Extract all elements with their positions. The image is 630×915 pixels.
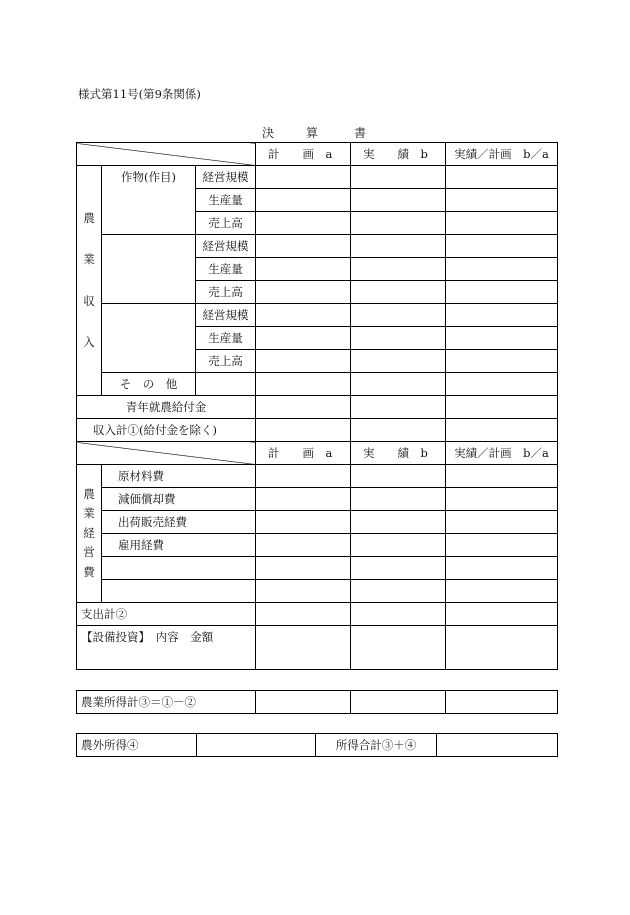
- capex-label: 【設備投資】 内容 金額: [77, 626, 256, 670]
- cell[interactable]: [351, 511, 446, 534]
- cell[interactable]: [446, 488, 558, 511]
- cell[interactable]: [351, 626, 446, 670]
- cell[interactable]: [446, 465, 558, 488]
- crop-blank-3[interactable]: [102, 304, 196, 373]
- expense-item: 減価償却費: [102, 488, 256, 511]
- item-sales: 売上高: [196, 281, 256, 304]
- item-production: 生産量: [196, 327, 256, 350]
- farm-income-table: [76, 690, 558, 714]
- cell[interactable]: [446, 691, 558, 714]
- cell[interactable]: [446, 235, 558, 258]
- item-sales: 売上高: [196, 212, 256, 235]
- header-diagonal-cell: [77, 442, 256, 465]
- cell[interactable]: [351, 373, 446, 396]
- expense-item-blank[interactable]: [102, 557, 256, 580]
- crop-label: 作物(作目): [102, 166, 196, 235]
- title-char: 算: [306, 126, 319, 140]
- total-income-table: [76, 733, 558, 757]
- cell[interactable]: [446, 350, 558, 373]
- cell[interactable]: [256, 281, 351, 304]
- cell[interactable]: [256, 235, 351, 258]
- expense-item: 出荷販売経費: [102, 511, 256, 534]
- header-diagonal-cell: [77, 143, 256, 166]
- cell[interactable]: [446, 258, 558, 281]
- vertical-char: 入: [83, 335, 95, 349]
- cell[interactable]: [446, 419, 558, 442]
- item-production: 生産量: [196, 258, 256, 281]
- cell[interactable]: [197, 734, 316, 757]
- cell[interactable]: [437, 734, 558, 757]
- form-number: 様式第11号(第9条関係): [78, 87, 201, 101]
- header-actual-label: 実 績 b: [363, 147, 428, 161]
- cell[interactable]: [351, 557, 446, 580]
- expense-item: 雇用経費: [102, 534, 256, 557]
- cell[interactable]: [446, 557, 558, 580]
- cell[interactable]: [256, 488, 351, 511]
- expense-item-blank[interactable]: [102, 580, 256, 603]
- cell[interactable]: [446, 304, 558, 327]
- cell[interactable]: [351, 258, 446, 281]
- cell[interactable]: [351, 327, 446, 350]
- cell[interactable]: [351, 691, 446, 714]
- cell[interactable]: [351, 189, 446, 212]
- cell[interactable]: [256, 212, 351, 235]
- vertical-char: 農: [83, 210, 95, 225]
- vertical-char: 業: [83, 506, 95, 521]
- cell[interactable]: [256, 396, 351, 419]
- cell[interactable]: [351, 304, 446, 327]
- vertical-char: 業: [83, 252, 95, 266]
- header-ratio: 実績／計画 b／a: [446, 143, 558, 166]
- cell[interactable]: [351, 166, 446, 189]
- cell[interactable]: [351, 396, 446, 419]
- cell[interactable]: [446, 166, 558, 189]
- cell[interactable]: [196, 373, 256, 396]
- cell[interactable]: [256, 166, 351, 189]
- cell[interactable]: [351, 419, 446, 442]
- cell[interactable]: [351, 603, 446, 626]
- item-sales: 売上高: [196, 350, 256, 373]
- vertical-char: 営: [83, 545, 95, 560]
- item-production: 生産量: [196, 189, 256, 212]
- revenue-section-label: [77, 166, 102, 396]
- header-actual-label: 実 績 b: [363, 446, 428, 460]
- cell[interactable]: [351, 580, 446, 603]
- cell[interactable]: [351, 235, 446, 258]
- item-scale: 経営規模: [196, 166, 256, 189]
- settlement-table: [76, 142, 558, 670]
- header-actual: [351, 442, 446, 465]
- cell[interactable]: [446, 534, 558, 557]
- expense-section-label: [77, 465, 102, 603]
- cell[interactable]: [256, 534, 351, 557]
- header-plan-label: 計 画 a: [268, 446, 333, 460]
- cell[interactable]: [351, 350, 446, 373]
- cell[interactable]: [446, 580, 558, 603]
- vertical-char: 収: [83, 293, 95, 308]
- item-scale: 経営規模: [196, 235, 256, 258]
- cell[interactable]: [446, 189, 558, 212]
- cell[interactable]: [256, 580, 351, 603]
- vertical-char: 経: [83, 525, 95, 540]
- crop-blank-2[interactable]: [102, 235, 196, 304]
- header-actual: [351, 143, 446, 166]
- cell[interactable]: [256, 189, 351, 212]
- other-label: そ の 他: [102, 373, 196, 396]
- income-total-label: 収入計①(給付金を除く): [77, 419, 256, 442]
- vertical-char: 費: [83, 564, 95, 579]
- cell[interactable]: [256, 419, 351, 442]
- title-char: 書: [354, 126, 367, 140]
- cell[interactable]: [256, 350, 351, 373]
- cell[interactable]: [256, 258, 351, 281]
- cell[interactable]: [256, 373, 351, 396]
- cell[interactable]: [256, 304, 351, 327]
- header-plan: [256, 143, 351, 166]
- header-plan-label: 計 画 a: [268, 147, 333, 161]
- cell[interactable]: [446, 626, 558, 670]
- cell[interactable]: [351, 534, 446, 557]
- cell[interactable]: [446, 281, 558, 304]
- non-farm-income-label: 農外所得④: [77, 734, 197, 757]
- vertical-char: 農: [83, 486, 95, 501]
- item-scale: 経営規模: [196, 304, 256, 327]
- cell[interactable]: [256, 511, 351, 534]
- cell[interactable]: [256, 603, 351, 626]
- cell[interactable]: [351, 465, 446, 488]
- cell[interactable]: [446, 327, 558, 350]
- grand-total-label: 所得合計③＋④: [316, 734, 437, 757]
- expense-total-label: 支出計②: [77, 603, 256, 626]
- cell[interactable]: [256, 557, 351, 580]
- cell[interactable]: [351, 281, 446, 304]
- cell[interactable]: [351, 212, 446, 235]
- cell[interactable]: [446, 212, 558, 235]
- expense-item: 原材料費: [102, 465, 256, 488]
- cell[interactable]: [256, 327, 351, 350]
- title-char: 決: [262, 126, 275, 140]
- header-ratio: 実績／計画 b／a: [446, 442, 558, 465]
- cell[interactable]: [446, 373, 558, 396]
- cell[interactable]: [446, 603, 558, 626]
- cell[interactable]: [256, 691, 351, 714]
- subsidy-label: 青年就農給付金: [77, 396, 256, 419]
- cell[interactable]: [351, 488, 446, 511]
- header-plan: [256, 442, 351, 465]
- farm-income-label: 農業所得計③＝①－②: [77, 691, 256, 714]
- cell[interactable]: [446, 511, 558, 534]
- cell[interactable]: [256, 465, 351, 488]
- cell[interactable]: [256, 626, 351, 670]
- cell[interactable]: [446, 396, 558, 419]
